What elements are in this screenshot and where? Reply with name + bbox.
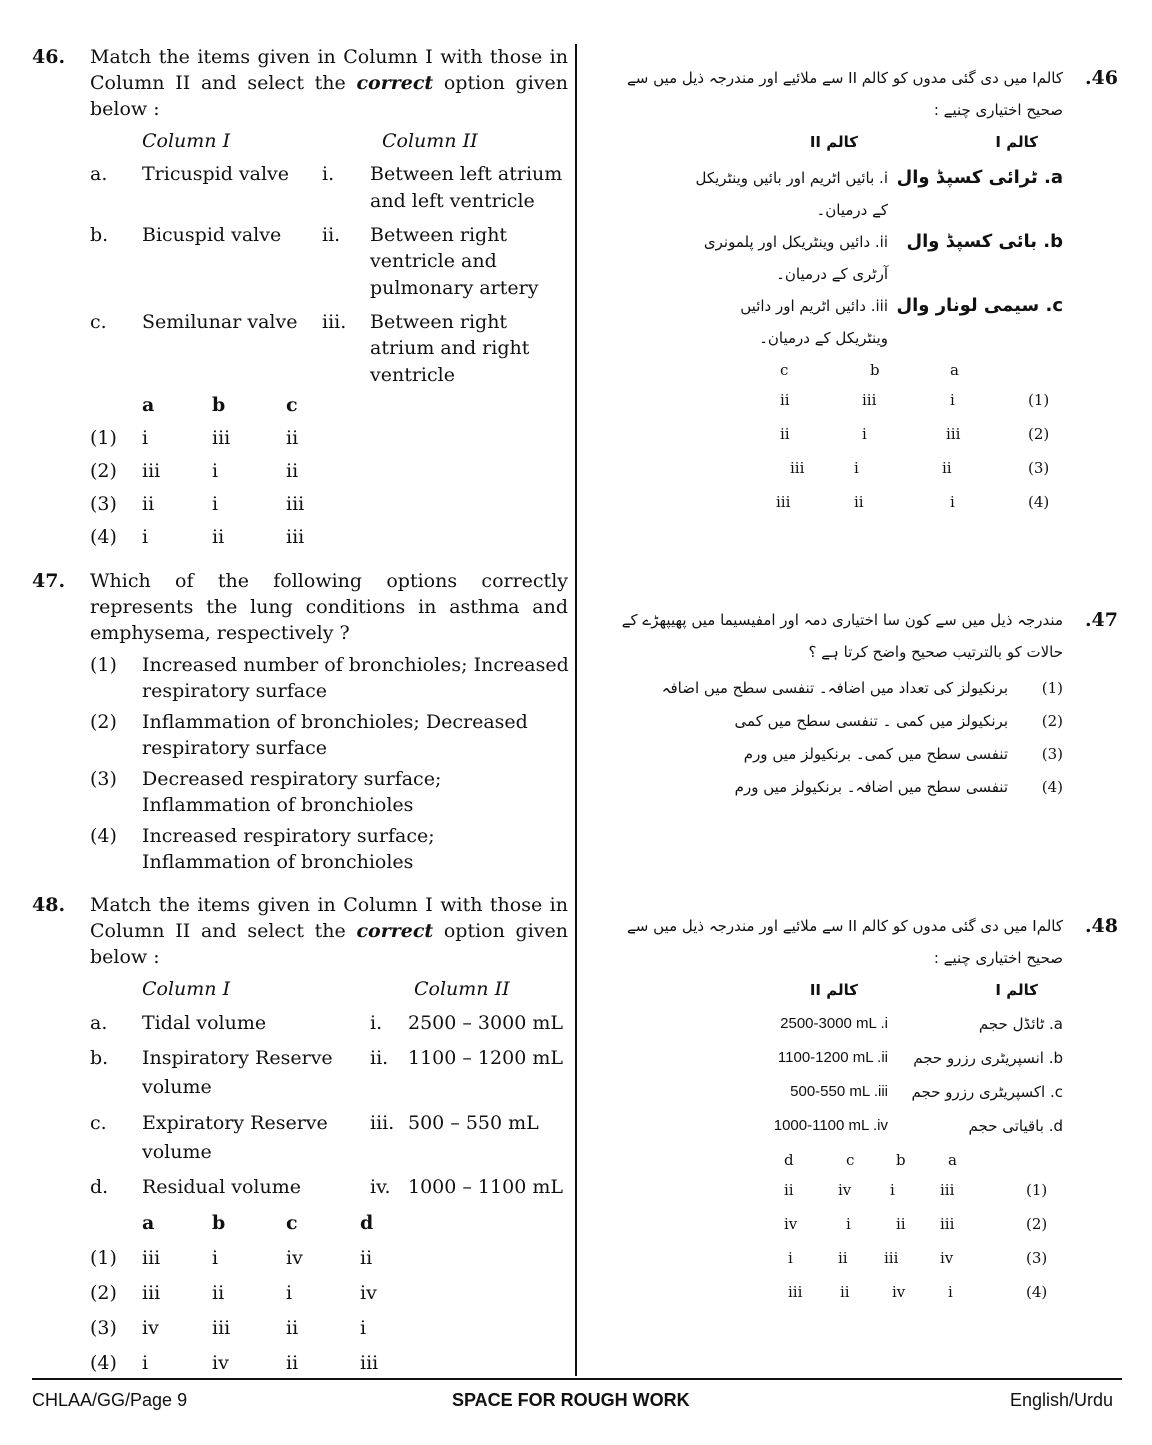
option-header: d (360, 1212, 374, 1234)
option-value: ii (838, 1249, 848, 1267)
row-match: ii. دائیں وینٹریکل اور پلمونری آرٹری کے درمیان۔ (703, 233, 888, 283)
option-text: respiratory surface (142, 680, 327, 702)
row-item: Residual volume (142, 1176, 301, 1198)
urdu-question-47 (598, 604, 1118, 844)
option-value: i (286, 1282, 293, 1304)
row-item: volume (142, 1076, 212, 1098)
option-value: ii (286, 460, 299, 482)
option-value: iii (790, 459, 805, 477)
option-number: (4) (90, 825, 117, 847)
row-match: 2500-3000 mL .i (780, 1015, 888, 1032)
option-number: (2) (90, 711, 117, 733)
option-header: a (948, 1151, 957, 1169)
option-value: i (212, 493, 219, 515)
row-num: ii. (370, 1047, 389, 1069)
option-header: b (212, 1212, 226, 1234)
question-stem: Which of the following options correctly represents the lung conditions in asthma and emphysema, respectively ? (90, 570, 568, 644)
option-value: i (142, 1352, 149, 1374)
option-number[interactable]: (1) (1026, 1181, 1048, 1199)
option-value: iii (884, 1249, 899, 1267)
row-item: Expiratory Reserve (142, 1112, 328, 1134)
option-number[interactable]: (2) (90, 460, 117, 482)
option-value: i (862, 425, 867, 443)
column-ii-header: Column II (414, 978, 510, 1000)
row-item: c. سیمی لونار وال (896, 295, 1063, 316)
row-match: 2500 – 3000 mL (408, 1012, 563, 1034)
option-value: i (142, 427, 149, 449)
option-value: i (854, 459, 859, 477)
answer-options (32, 388, 572, 558)
question-number: .47 (1084, 609, 1118, 631)
option-value: iii (788, 1283, 803, 1301)
question-47 (32, 568, 572, 892)
option-value: iv (142, 1317, 159, 1339)
option-number[interactable]: (3) (1026, 1249, 1048, 1267)
option-number: (1) (90, 654, 117, 676)
row-item: d. باقیاتی حجم (968, 1117, 1063, 1135)
option-value: i (212, 1247, 219, 1269)
option-header: a (142, 394, 155, 416)
option-value: iii (946, 425, 961, 443)
option-row[interactable] (32, 652, 572, 709)
option-value: ii (286, 1352, 299, 1374)
rough-work-label: SPACE FOR ROUGH WORK (452, 1390, 690, 1410)
row-label: b. (90, 224, 109, 246)
option-value: iv (838, 1181, 852, 1199)
urdu-question-46 (598, 62, 1118, 522)
row-match: and left ventricle (370, 190, 535, 212)
column-ii-header: کالم II (809, 133, 858, 151)
row-item: volume (142, 1141, 212, 1163)
option-number[interactable]: (1) (90, 427, 117, 449)
option-value: iii (776, 493, 791, 511)
option-value: i (950, 493, 955, 511)
option-number[interactable]: (4) (90, 1352, 117, 1374)
match-row (598, 226, 1118, 290)
option-number[interactable]: (4) (1028, 493, 1050, 511)
match-row (598, 1042, 1118, 1076)
option-row[interactable] (32, 766, 572, 823)
row-match: i. بائیں اٹریم اور بائیں وینٹریکل کے درمیان۔ (695, 169, 888, 219)
option-header: c (846, 1151, 855, 1169)
option-value: iii (212, 427, 231, 449)
row-num: iv. (370, 1176, 391, 1198)
option-text: Increased respiratory surface; (142, 825, 435, 847)
option-value: ii (360, 1247, 373, 1269)
row-item: b. بائی کسپڈ وال (906, 231, 1063, 252)
option-text: برنکیولز کی تعداد میں اضافہ۔ تنفسی سطح میں اضافہ (661, 679, 1008, 697)
option-text: respiratory surface (142, 737, 327, 759)
option-value: iii (142, 1282, 161, 1304)
question-stem: Match the items given in Column I with those in Column II and select the correct option given below : (90, 46, 569, 120)
column-ii-header: کالم II (809, 981, 858, 999)
question-number: 48. (32, 894, 66, 916)
option-number[interactable]: (2) (1028, 425, 1050, 443)
row-num: i. (322, 163, 335, 185)
option-row[interactable] (598, 771, 1118, 804)
option-text: Increased number of bronchioles; Increased (142, 654, 569, 676)
option-number: (3) (1041, 745, 1063, 763)
option-header: a (950, 361, 959, 379)
row-label: c. (90, 1112, 107, 1134)
language-label: English/Urdu (1010, 1390, 1114, 1410)
question-number: 46. (32, 46, 66, 68)
row-match: pulmonary artery (370, 277, 539, 299)
option-value: ii (286, 427, 299, 449)
option-number[interactable]: (2) (1026, 1215, 1048, 1233)
option-value: iv (360, 1282, 377, 1304)
option-value: iv (212, 1352, 229, 1374)
option-number: (1) (1041, 679, 1063, 697)
match-row (598, 1076, 1118, 1110)
option-number: (3) (90, 768, 117, 790)
row-match: 500 – 550 mL (408, 1112, 539, 1134)
option-row[interactable] (598, 672, 1118, 705)
option-value: ii (212, 526, 225, 548)
option-text: Inflammation of bronchioles (142, 794, 414, 816)
option-value: ii (942, 459, 952, 477)
row-num: iii. (370, 1112, 395, 1134)
option-header: b (896, 1151, 906, 1169)
option-value: iii (212, 1317, 231, 1339)
option-value: ii (142, 493, 155, 515)
question-stem: Match the items given in Column I with those in Column II and select the correct option given below : (90, 894, 569, 968)
english-column (32, 44, 572, 1386)
option-value: iii (360, 1352, 379, 1374)
answer-options (32, 652, 572, 880)
option-value: iii (940, 1215, 955, 1233)
option-value: i (950, 391, 955, 409)
option-value: i (212, 460, 219, 482)
option-number: (4) (1041, 778, 1063, 796)
urdu-question-48 (598, 910, 1118, 1301)
row-match: Between right (370, 311, 508, 333)
option-value: iii (142, 460, 161, 482)
option-header: a (142, 1212, 155, 1234)
row-item: Inspiratory Reserve (142, 1047, 333, 1069)
option-value: i (846, 1215, 851, 1233)
option-row[interactable] (598, 738, 1118, 771)
option-number[interactable]: (4) (1026, 1283, 1048, 1301)
option-value: ii (784, 1181, 794, 1199)
row-item: Tidal volume (142, 1012, 267, 1034)
option-number[interactable]: (3) (1028, 459, 1050, 477)
option-value: i (890, 1181, 895, 1199)
option-value: iv (940, 1249, 954, 1267)
row-match: Between right (370, 224, 508, 246)
column-divider (575, 44, 577, 1376)
option-value: i (948, 1283, 953, 1301)
option-value: iii (286, 526, 305, 548)
row-match: 1000-1100 mL .iv (773, 1117, 888, 1134)
option-row[interactable] (32, 823, 572, 880)
question-number: .46 (1084, 67, 1118, 89)
row-match: 1100 – 1200 mL (408, 1047, 563, 1069)
option-value: iv (286, 1247, 303, 1269)
row-match: atrium and right (370, 337, 530, 359)
row-num: iii. (322, 311, 347, 333)
option-value: i (788, 1249, 793, 1267)
option-value: ii (840, 1283, 850, 1301)
column-i-header: Column I (142, 978, 231, 1000)
row-item: b. انسپریٹری رزرو حجم (913, 1049, 1063, 1067)
option-number[interactable]: (3) (90, 1317, 117, 1339)
option-row[interactable] (598, 705, 1118, 738)
match-row (598, 1008, 1118, 1042)
option-text: برنکیولز میں کمی ۔ تنفسی سطح میں کمی (734, 712, 1008, 730)
option-header: d (784, 1151, 794, 1169)
option-value: iii (940, 1181, 955, 1199)
row-item: c. اکسپریٹری رزرو حجم (911, 1083, 1063, 1101)
row-num: i. (370, 1012, 383, 1034)
match-table (32, 976, 572, 1206)
option-value: ii (780, 425, 790, 443)
match-row (598, 1110, 1118, 1144)
column-i-header: کالم I (995, 981, 1038, 999)
row-item: Semilunar valve (142, 311, 298, 333)
question-stem: کالمI میں دی گئی مدوں کو کالم II سے ملائیے اور مندرجہ ذیل میں سے صحیح اختیاری چنیے : (627, 917, 1063, 967)
row-match: 1000 – 1100 mL (408, 1176, 563, 1198)
answer-options (32, 1206, 572, 1386)
option-number[interactable]: (3) (90, 493, 117, 515)
row-item: Bicuspid valve (142, 224, 282, 246)
row-label: d. (90, 1176, 109, 1198)
answer-options (598, 1144, 1118, 1304)
option-row[interactable] (32, 709, 572, 766)
option-value: iv (784, 1215, 798, 1233)
question-46 (32, 44, 572, 568)
option-header: c (286, 1212, 298, 1234)
option-value: i (360, 1317, 367, 1339)
option-number[interactable]: (2) (90, 1282, 117, 1304)
option-text: Inflammation of bronchioles; Decreased (142, 711, 528, 733)
option-text: تنفسی سطح میں اضافہ۔ برنکیولز میں ورم (734, 778, 1008, 796)
row-num: ii. (322, 224, 341, 246)
question-48 (32, 892, 572, 1386)
option-number[interactable]: (1) (90, 1247, 117, 1269)
footer-rule (32, 1378, 1122, 1380)
row-item: a. ٹرائی کسپڈ وال (896, 167, 1063, 188)
option-value: iv (892, 1283, 906, 1301)
page-code: CHLAA/GG/Page 9 (32, 1390, 188, 1410)
option-header: b (212, 394, 226, 416)
row-label: c. (90, 311, 107, 333)
option-number[interactable]: (1) (1028, 391, 1050, 409)
option-text: Decreased respiratory surface; (142, 768, 442, 790)
answer-options (598, 354, 1118, 514)
column-i-header: Column I (142, 130, 231, 152)
row-match: ventricle (370, 364, 455, 386)
match-row (598, 290, 1118, 354)
row-label: b. (90, 1047, 109, 1069)
option-value: ii (286, 1317, 299, 1339)
option-value: ii (780, 391, 790, 409)
row-match: 1100-1200 mL .ii (777, 1049, 888, 1066)
option-value: ii (854, 493, 864, 511)
row-item: a. ٹائڈل حجم (978, 1015, 1063, 1033)
question-stem: کالمI میں دی گئی مدوں کو کالم II سے ملائیے اور مندرجہ ذیل میں سے صحیح اختیاری چنیے : (627, 69, 1063, 119)
row-label: a. (90, 1012, 108, 1034)
option-value: i (142, 526, 149, 548)
row-item: Tricuspid valve (142, 163, 290, 185)
option-value: iii (142, 1247, 161, 1269)
row-match: iii. دائیں اٹریم اور دائیں وینٹریکل کے درمیان۔ (740, 297, 888, 347)
row-match: 500-550 mL .iii (790, 1083, 888, 1100)
option-header: b (870, 361, 880, 379)
question-number: .48 (1084, 915, 1118, 937)
answer-options (598, 672, 1118, 804)
column-i-header: کالم I (995, 133, 1038, 151)
option-value: iii (862, 391, 877, 409)
option-value: iii (286, 493, 305, 515)
match-row (598, 162, 1118, 226)
option-header: c (286, 394, 298, 416)
option-value: ii (896, 1215, 906, 1233)
option-number: (2) (1041, 712, 1063, 730)
row-label: a. (90, 163, 108, 185)
option-value: ii (212, 1282, 225, 1304)
option-text: تنفسی سطح میں کمی۔ برنکیولز میں ورم (743, 745, 1008, 763)
option-number[interactable]: (4) (90, 526, 117, 548)
column-ii-header: Column II (382, 130, 478, 152)
row-match: ventricle and (370, 250, 497, 272)
option-text: Inflammation of bronchioles (142, 851, 414, 873)
question-stem: مندرجہ ذیل میں سے کون سا اختیاری دمہ اور امفیسیما میں پھیپھڑے کے حالات کو بالترتیب صحیح واضح کرتا ہے ؟ (621, 611, 1063, 661)
question-number: 47. (32, 570, 66, 592)
match-table (32, 128, 572, 388)
option-header: c (780, 361, 789, 379)
row-match: Between left atrium (370, 163, 563, 185)
